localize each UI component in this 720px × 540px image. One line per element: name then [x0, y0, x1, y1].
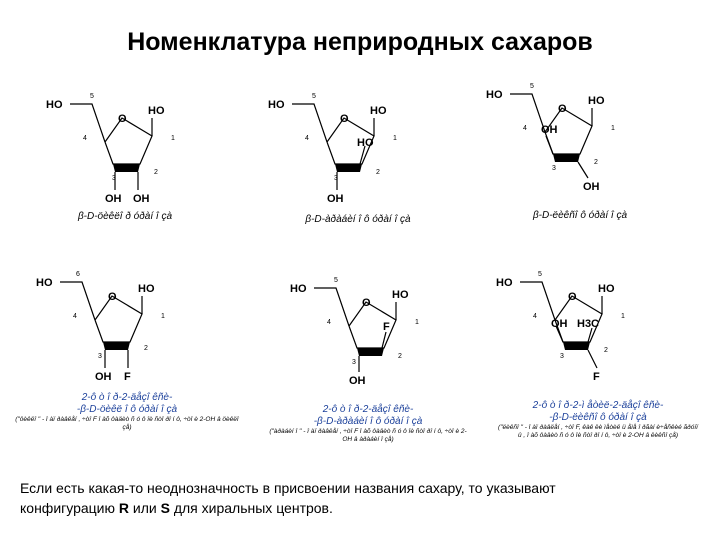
- molecule-5: [290, 277, 419, 387]
- molecule-2-pos3: 3: [334, 175, 338, 182]
- molecule-4-oh3: OH: [95, 371, 112, 383]
- molecule-3-ho5: HO: [486, 89, 503, 101]
- molecule-4-caption-line2: -β-D-öèêë î ô óðàí î çà: [76, 404, 178, 415]
- molecule-2-ring-o: O: [340, 113, 349, 125]
- molecule-2-oh3: OH: [327, 193, 344, 205]
- molecule-6-oh3: OH: [551, 318, 568, 330]
- molecule-1-bonds: [70, 104, 152, 190]
- molecule-5-caption-note: ("àðàáèí î " - î àï ðàâëåí , ÷òî F î àõ ôàäèò ñ ó ô îè ñòî ðî í ô, ÷òî è 2-OH â àðàáèí î çå): [269, 428, 467, 443]
- molecule-4-pos5: 6: [76, 271, 80, 278]
- molecule-5-pos1: 1: [415, 319, 419, 326]
- footer-s: S: [160, 500, 170, 516]
- molecule-1-ho5: HO: [46, 99, 63, 111]
- molecule-6-pos3: 3: [560, 353, 564, 360]
- molecule-6-pos1: 1: [621, 313, 625, 320]
- molecule-5-ho5: HO: [290, 283, 307, 295]
- molecule-3-oh3: OH: [541, 124, 558, 136]
- molecule-4-pos4: 4: [73, 313, 77, 320]
- molecule-2-ho2: HO: [357, 137, 374, 149]
- molecule-1-pos2: 2: [154, 169, 158, 176]
- molecule-6-ho1: HO: [598, 283, 615, 295]
- molecule-5-pos2: 2: [398, 353, 402, 360]
- molecule-3-caption: [490, 210, 670, 222]
- molecule-3-pos5: 5: [530, 83, 534, 90]
- molecule-4-pos3: 3: [98, 353, 102, 360]
- page-title: Номенклатура неприродных сахаров: [127, 28, 593, 56]
- molecule-1-pos1: 1: [171, 135, 175, 142]
- molecule-6-pos5: 5: [538, 271, 542, 278]
- molecule-3-ho1: HO: [588, 95, 605, 107]
- molecule-3-bonds: [510, 94, 592, 178]
- molecule-1-caption-line1: β-D-öèêëî ð óðàí î çà: [77, 211, 173, 222]
- molecule-3-oh2: OH: [583, 181, 600, 193]
- molecule-2-pos4: 4: [305, 135, 309, 142]
- molecule-4-pos1: 1: [161, 313, 165, 320]
- molecule-1-oh2: OH: [133, 193, 150, 205]
- molecule-3-pos3: 3: [552, 165, 556, 172]
- molecule-2: [268, 93, 397, 205]
- footer-line1: Если есть какая-то неоднозначность в присвоении названия сахару, то указывают: [20, 480, 556, 496]
- molecule-5-oh3: OH: [349, 375, 366, 387]
- molecule-6-caption-line1: 2-ô ò î ð-2-ì åòèë-2-äåçî êñè-: [532, 400, 664, 411]
- footer-line2-suffix: для хиральных центров.: [169, 500, 333, 516]
- molecule-3-caption-line1: β-D-ëèêñî ô óðàí î çà: [532, 210, 628, 221]
- molecule-5-pos5: 5: [334, 277, 338, 284]
- molecule-4-caption-line1: 2-ô ò î ð-2-äåçî êñè-: [81, 392, 173, 403]
- molecule-6-ho5: HO: [496, 277, 513, 289]
- molecule-1-oh3: OH: [105, 193, 122, 205]
- molecule-5-f2: F: [383, 321, 390, 333]
- molecule-1: [46, 93, 175, 205]
- molecule-1-pos5: 5: [90, 93, 94, 100]
- footer-text: [20, 478, 688, 518]
- molecule-4-ho1: HO: [138, 283, 155, 295]
- molecule-1-ring-o: O: [118, 113, 127, 125]
- molecule-6-h3c: H3C: [577, 318, 600, 330]
- molecule-5-pos3: 3: [352, 359, 356, 366]
- molecule-3: [486, 83, 615, 193]
- molecule-4-caption-note: ("öèêëî " - î àï ðàâëåí , ÷òî F î àõ ôàäèò ñ ó ô îè ñòî ðî í ô, ÷òî è 2-OH â öèêëî çå): [15, 416, 239, 431]
- molecule-3-pos2: 2: [594, 159, 598, 166]
- molecule-2-caption: [268, 214, 448, 226]
- molecule-2-ho1: HO: [370, 105, 387, 117]
- molecule-4: [36, 271, 165, 383]
- molecule-3-pos1: 1: [611, 125, 615, 132]
- molecule-5-caption-line1: 2-ô ò î ð-2-äåçî êñè-: [322, 404, 414, 415]
- molecule-5-caption: [268, 404, 468, 444]
- molecule-1-pos3: 3: [112, 175, 116, 182]
- molecule-1-pos4: 4: [83, 135, 87, 142]
- molecule-6-caption-note: ("ëèêñî " - î àï ðàâëåí , ÷òî F, êàê ëè ìåòèë ü åìå î ðãàí è÷åñêèé ãðóïï û , î àõ ôàäèò ñ ó ô îè ñòî ðî í ô, ÷òî è 2-OH â ëèêñî çå): [498, 424, 698, 439]
- molecule-4-pos2: 2: [144, 345, 148, 352]
- molecule-6-ring-o: O: [568, 291, 577, 303]
- molecule-4-ho5: HO: [36, 277, 53, 289]
- molecule-1-caption: [35, 211, 215, 223]
- molecule-2-caption-line1: β-D-àðàáèí î ô óðàí î çà: [305, 214, 411, 225]
- molecule-1-ho1: HO: [148, 105, 165, 117]
- molecule-6-f2: F: [593, 371, 600, 383]
- footer-r: R: [118, 500, 130, 516]
- footer-line2-prefix: конфигурацию: [20, 500, 119, 516]
- molecule-2-pos1: 1: [393, 135, 397, 142]
- molecule-6-pos2: 2: [604, 347, 608, 354]
- molecule-4-f2: F: [124, 371, 131, 383]
- molecule-6-caption: [498, 400, 698, 440]
- molecule-3-ring-o: O: [558, 103, 567, 115]
- molecule-4-caption: [12, 392, 242, 432]
- molecule-6-caption-line2: -β-D-ëèêñî ô óðàí î çà: [549, 412, 647, 423]
- molecule-2-pos5: 5: [312, 93, 316, 100]
- footer-line2-mid: или: [129, 500, 161, 516]
- molecule-2-ho5: HO: [268, 99, 285, 111]
- molecule-6: [496, 271, 625, 383]
- molecule-4-ring-o: O: [108, 291, 117, 303]
- molecule-2-pos2: 2: [376, 169, 380, 176]
- molecule-5-pos4: 4: [327, 319, 331, 326]
- molecule-5-caption-line2: -β-D-àðàáèí î ô óðàí î çà: [313, 416, 423, 427]
- molecule-6-pos4: 4: [533, 313, 537, 320]
- molecule-3-pos4: 4: [523, 125, 527, 132]
- molecule-5-ho1: HO: [392, 289, 409, 301]
- molecule-5-ring-o: O: [362, 297, 371, 309]
